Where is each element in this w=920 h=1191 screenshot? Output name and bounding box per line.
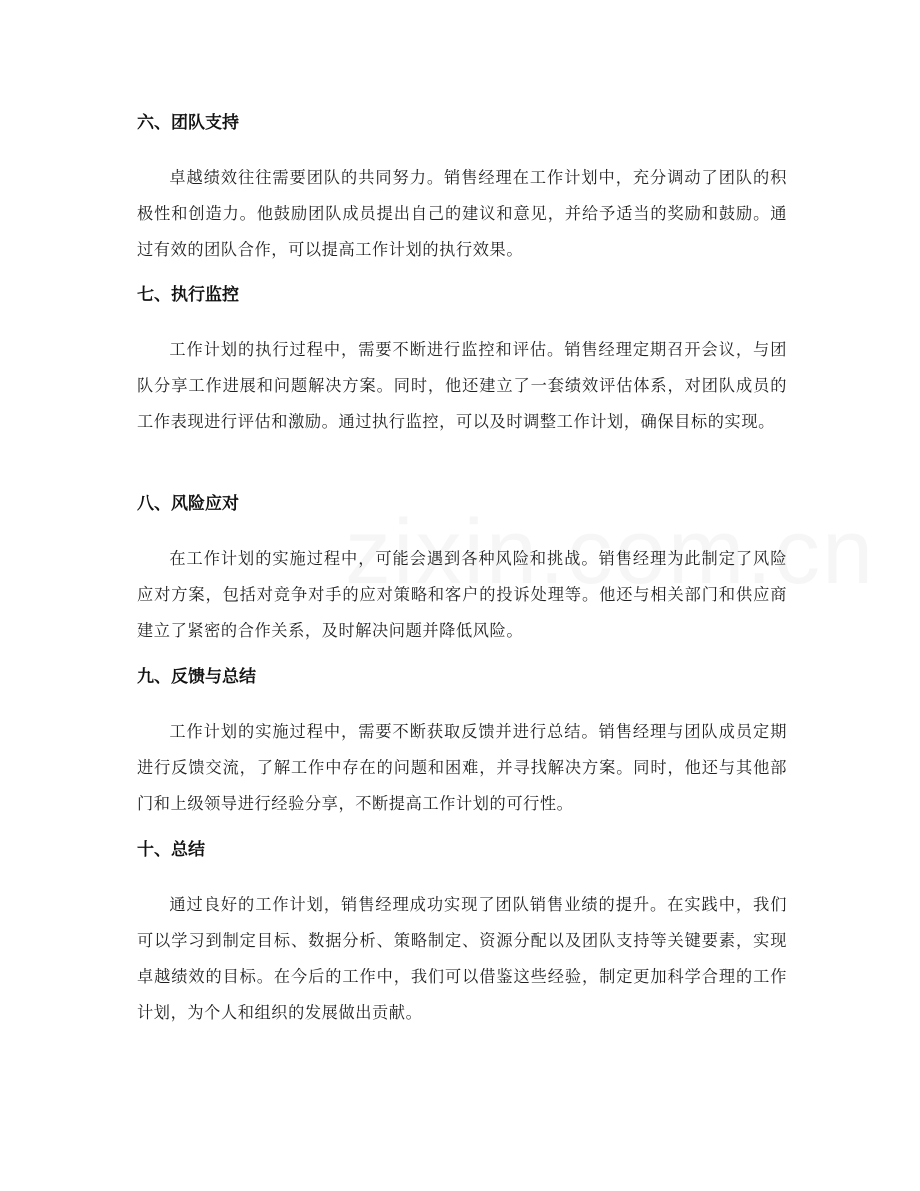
section-risk-response [137, 491, 787, 649]
section-feedback-summary [137, 664, 787, 822]
section-paragraph: 工作计划的实施过程中，需要不断获取反馈并进行总结。销售经理与团队成员定期进行反馈交流，了解工作中存在的问题和困难，并寻找解决方案。同时，他还与其他部门和上级领导进行经验分享，不断提高工作计划的可行性。 [137, 722, 787, 813]
section-execution-monitoring [137, 282, 787, 440]
section-conclusion [137, 837, 787, 1031]
section-paragraph: 在工作计划的实施过程中，可能会遇到各种风险和挑战。销售经理为此制定了风险应对方案，包括对竞争对手的应对策略和客户的投诉处理等。他还与相关部门和供应商建立了紧密的合作关系，及时解决问题并降低风险。 [137, 549, 787, 640]
section-paragraph: 卓越绩效往往需要团队的共同努力。销售经理在工作计划中，充分调动了团队的积极性和创造力。他鼓励团队成员提出自己的建议和意见，并给予适当的奖励和鼓励。通过有效的团队合作，可以提高工作计划的执行效果。 [137, 168, 787, 259]
section-heading: 十、总结 [137, 840, 205, 860]
section-paragraph: 通过良好的工作计划，销售经理成功实现了团队销售业绩的提升。在实践中，我们可以学习到制定目标、数据分析、策略制定、资源分配以及团队支持等关键要素，实现卓越绩效的目标。在今后的工作中，我们可以借鉴这些经验，制定更加科学合理的工作计划，为个人和组织的发展做出贡献。 [137, 895, 787, 1022]
section-paragraph: 工作计划的执行过程中，需要不断进行监控和评估。销售经理定期召开会议，与团队分享工作进展和问题解决方案。同时，他还建立了一套绩效评估体系，对团队成员的工作表现进行评估和激励。通过执行监控，可以及时调整工作计划，确保目标的实现。 [137, 340, 787, 431]
section-heading: 八、风险应对 [137, 494, 239, 514]
section-team-support [137, 110, 787, 268]
section-heading: 六、团队支持 [137, 113, 239, 133]
section-heading: 七、执行监控 [137, 285, 239, 305]
section-heading: 九、反馈与总结 [137, 667, 256, 687]
